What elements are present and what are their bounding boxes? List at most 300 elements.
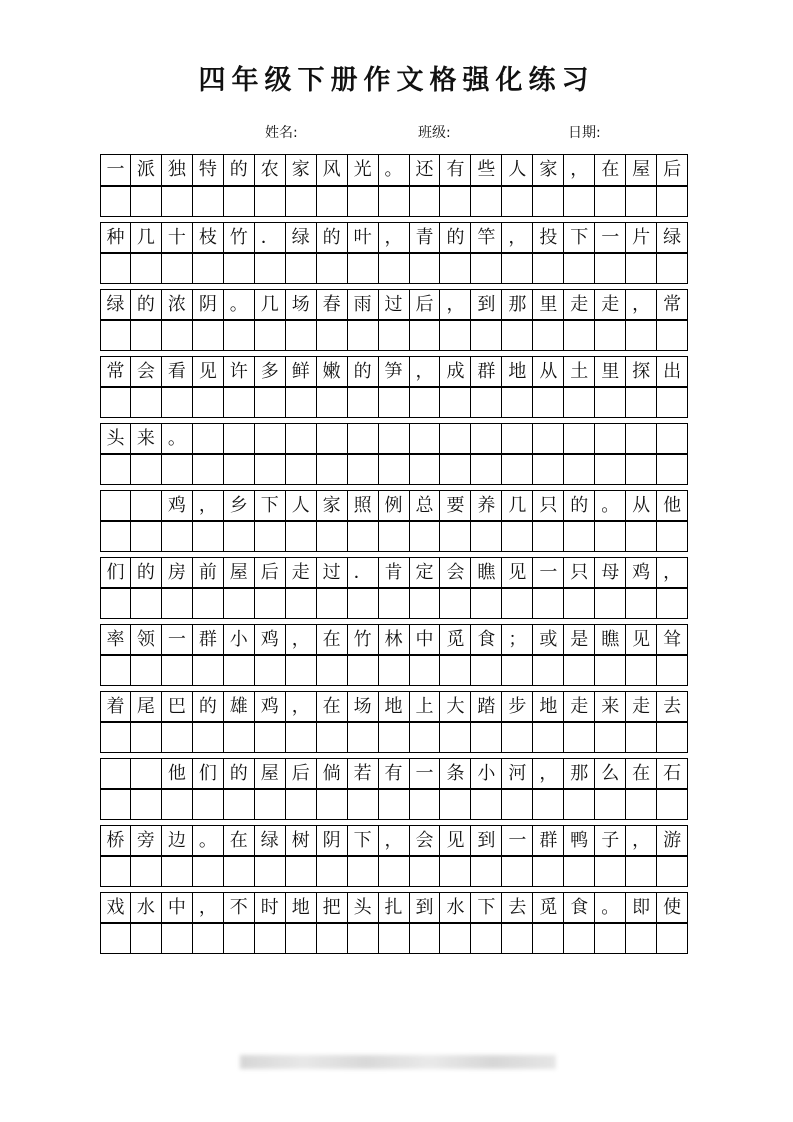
grid-cell-empty bbox=[440, 722, 471, 753]
grid-cell: 场 bbox=[348, 691, 379, 722]
grid-cell: 去 bbox=[657, 691, 688, 722]
grid-cell: 河 bbox=[502, 758, 533, 789]
grid-cell-empty bbox=[564, 856, 595, 887]
grid-cell-empty bbox=[379, 722, 410, 753]
grid-cell: ， bbox=[657, 557, 688, 588]
grid-cell-empty bbox=[440, 521, 471, 552]
grid-cell-empty bbox=[224, 454, 255, 485]
grid-cell-empty bbox=[564, 186, 595, 217]
grid-empty-row bbox=[100, 655, 688, 686]
grid-cell-empty bbox=[317, 454, 348, 485]
grid-cell-empty bbox=[255, 454, 286, 485]
grid-cell-empty bbox=[379, 521, 410, 552]
grid-cell-empty bbox=[193, 521, 224, 552]
grid-cell-empty bbox=[162, 856, 193, 887]
grid-cell: 会 bbox=[410, 825, 441, 856]
grid-cell: 来 bbox=[595, 691, 626, 722]
grid-text-row bbox=[100, 423, 688, 454]
grid-cell: 去 bbox=[502, 892, 533, 923]
grid-cell: 风 bbox=[317, 155, 348, 186]
grid-cell-empty bbox=[286, 454, 317, 485]
grid-cell-empty bbox=[286, 856, 317, 887]
grid-cell bbox=[255, 423, 286, 454]
grid-cell-empty bbox=[440, 186, 471, 217]
grid-cell-empty bbox=[502, 186, 533, 217]
grid-cell: 叶 bbox=[348, 222, 379, 253]
grid-empty-row bbox=[100, 588, 688, 619]
grid-cell-empty bbox=[286, 387, 317, 418]
grid-empty-row bbox=[100, 789, 688, 820]
grid-cell-empty bbox=[379, 588, 410, 619]
grid-cell-empty bbox=[533, 722, 564, 753]
grid-cell: 过 bbox=[379, 289, 410, 320]
grid-cell-empty bbox=[595, 856, 626, 887]
grid-cell-empty bbox=[626, 521, 657, 552]
grid-cell-empty bbox=[317, 320, 348, 351]
grid-cell: 些 bbox=[471, 155, 502, 186]
grid-cell: ， bbox=[564, 155, 595, 186]
grid-cell-empty bbox=[255, 789, 286, 820]
grid-cell-empty bbox=[317, 655, 348, 686]
grid-cell: 鸡 bbox=[626, 557, 657, 588]
grid-cell: 。 bbox=[162, 423, 193, 454]
grid-cell bbox=[533, 423, 564, 454]
grid-cell-empty bbox=[100, 186, 131, 217]
grid-cell-empty bbox=[193, 856, 224, 887]
grid-cell-empty bbox=[379, 320, 410, 351]
grid-cell-empty bbox=[255, 923, 286, 954]
grid-cell-empty bbox=[224, 856, 255, 887]
grid-cell-empty bbox=[348, 722, 379, 753]
grid-cell: 头 bbox=[100, 423, 131, 454]
grid-cell-empty bbox=[379, 655, 410, 686]
grid-cell: 小 bbox=[224, 624, 255, 655]
grid-cell: 群 bbox=[533, 825, 564, 856]
grid-cell: 从 bbox=[533, 356, 564, 387]
grid-text-row bbox=[100, 624, 688, 655]
grid-cell: ， bbox=[440, 289, 471, 320]
grid-cell-empty bbox=[131, 789, 162, 820]
grid-cell: 的 bbox=[224, 155, 255, 186]
grid-cell-empty bbox=[471, 320, 502, 351]
grid-cell-empty bbox=[348, 923, 379, 954]
grid-cell-empty bbox=[533, 655, 564, 686]
grid-cell: 肯 bbox=[379, 557, 410, 588]
grid-cell: 步 bbox=[502, 691, 533, 722]
grid-text-row bbox=[100, 490, 688, 521]
grid-cell-empty bbox=[286, 789, 317, 820]
grid-empty-row bbox=[100, 186, 688, 217]
grid-cell bbox=[131, 490, 162, 521]
grid-text-row bbox=[100, 825, 688, 856]
grid-cell: 鸡 bbox=[255, 624, 286, 655]
grid-cell-empty bbox=[440, 655, 471, 686]
grid-cell-empty bbox=[626, 387, 657, 418]
grid-cell bbox=[131, 758, 162, 789]
grid-cell-empty bbox=[131, 320, 162, 351]
grid-cell: 前 bbox=[193, 557, 224, 588]
grid-cell-empty bbox=[471, 655, 502, 686]
grid-cell: 竿 bbox=[471, 222, 502, 253]
grid-cell-empty bbox=[131, 521, 162, 552]
grid-empty-row bbox=[100, 521, 688, 552]
grid-cell-empty bbox=[131, 387, 162, 418]
grid-cell: 嫩 bbox=[317, 356, 348, 387]
grid-cell-empty bbox=[657, 521, 688, 552]
grid-cell-empty bbox=[657, 789, 688, 820]
grid-cell-empty bbox=[533, 320, 564, 351]
grid-cell: 阴 bbox=[317, 825, 348, 856]
grid-cell-empty bbox=[533, 253, 564, 284]
grid-cell-empty bbox=[626, 856, 657, 887]
grid-cell: 下 bbox=[255, 490, 286, 521]
grid-cell: 派 bbox=[131, 155, 162, 186]
grid-cell-empty bbox=[626, 454, 657, 485]
grid-cell: 后 bbox=[286, 758, 317, 789]
grid-cell-empty bbox=[317, 856, 348, 887]
grid-cell: 一 bbox=[595, 222, 626, 253]
grid-cell: 一 bbox=[502, 825, 533, 856]
grid-cell bbox=[317, 423, 348, 454]
grid-cell: 里 bbox=[595, 356, 626, 387]
grid-cell-empty bbox=[193, 722, 224, 753]
grid-cell: 。 bbox=[595, 892, 626, 923]
grid-cell: 水 bbox=[131, 892, 162, 923]
grid-cell-empty bbox=[410, 789, 441, 820]
grid-cell: 条 bbox=[440, 758, 471, 789]
grid-cell: 。 bbox=[379, 155, 410, 186]
grid-cell-empty bbox=[410, 588, 441, 619]
grid-empty-row bbox=[100, 253, 688, 284]
grid-cell-empty bbox=[471, 253, 502, 284]
grid-cell: 小 bbox=[471, 758, 502, 789]
grid-cell: 春 bbox=[317, 289, 348, 320]
grid-cell-empty bbox=[255, 387, 286, 418]
grid-cell: 的 bbox=[131, 557, 162, 588]
grid-cell: 过 bbox=[317, 557, 348, 588]
writing-grid bbox=[100, 154, 688, 959]
grid-cell: 探 bbox=[626, 356, 657, 387]
grid-cell: 他 bbox=[162, 758, 193, 789]
grid-cell-empty bbox=[440, 454, 471, 485]
grid-cell-empty bbox=[224, 789, 255, 820]
grid-text-row bbox=[100, 154, 688, 186]
grid-cell-empty bbox=[657, 588, 688, 619]
grid-cell-empty bbox=[131, 655, 162, 686]
grid-cell-empty bbox=[471, 454, 502, 485]
grid-cell bbox=[657, 423, 688, 454]
grid-cell: 只 bbox=[564, 557, 595, 588]
grid-cell: 地 bbox=[286, 892, 317, 923]
grid-cell: 片 bbox=[626, 222, 657, 253]
grid-cell: 的 bbox=[317, 222, 348, 253]
grid-cell-empty bbox=[162, 789, 193, 820]
grid-cell: 踏 bbox=[471, 691, 502, 722]
grid-cell-empty bbox=[193, 320, 224, 351]
grid-cell-empty bbox=[100, 320, 131, 351]
grid-cell-empty bbox=[100, 253, 131, 284]
grid-cell: 地 bbox=[533, 691, 564, 722]
grid-cell-empty bbox=[657, 856, 688, 887]
grid-cell: 一 bbox=[162, 624, 193, 655]
grid-cell-empty bbox=[224, 923, 255, 954]
grid-cell-empty bbox=[193, 655, 224, 686]
grid-cell-empty bbox=[471, 186, 502, 217]
grid-cell-empty bbox=[379, 387, 410, 418]
grid-text-row bbox=[100, 289, 688, 320]
grid-cell-empty bbox=[379, 789, 410, 820]
grid-cell: 的 bbox=[348, 356, 379, 387]
grid-cell-empty bbox=[286, 253, 317, 284]
grid-cell: ． bbox=[255, 222, 286, 253]
grid-cell: 里 bbox=[533, 289, 564, 320]
grid-cell-empty bbox=[255, 253, 286, 284]
grid-cell-empty bbox=[502, 923, 533, 954]
grid-cell-empty bbox=[255, 722, 286, 753]
grid-cell-empty bbox=[657, 923, 688, 954]
grid-cell: 时 bbox=[255, 892, 286, 923]
grid-cell: 会 bbox=[131, 356, 162, 387]
grid-cell: 。 bbox=[595, 490, 626, 521]
grid-cell-empty bbox=[193, 789, 224, 820]
grid-cell: 出 bbox=[657, 356, 688, 387]
grid-cell: 边 bbox=[162, 825, 193, 856]
grid-cell-empty bbox=[440, 320, 471, 351]
grid-cell-empty bbox=[533, 856, 564, 887]
grid-cell-empty bbox=[440, 923, 471, 954]
grid-cell-empty bbox=[255, 186, 286, 217]
grid-cell-empty bbox=[131, 186, 162, 217]
grid-cell-empty bbox=[657, 655, 688, 686]
grid-empty-row bbox=[100, 387, 688, 418]
grid-cell: 子 bbox=[595, 825, 626, 856]
grid-cell-empty bbox=[471, 588, 502, 619]
grid-cell-empty bbox=[162, 320, 193, 351]
grid-cell-empty bbox=[626, 789, 657, 820]
grid-cell: 林 bbox=[379, 624, 410, 655]
grid-cell: 的 bbox=[564, 490, 595, 521]
grid-cell-empty bbox=[100, 387, 131, 418]
grid-cell: 到 bbox=[471, 825, 502, 856]
grid-cell-empty bbox=[224, 521, 255, 552]
grid-cell-empty bbox=[317, 387, 348, 418]
grid-cell-empty bbox=[626, 186, 657, 217]
grid-cell-empty bbox=[162, 722, 193, 753]
grid-cell: ， bbox=[626, 289, 657, 320]
grid-cell: 有 bbox=[379, 758, 410, 789]
grid-cell: 见 bbox=[193, 356, 224, 387]
grid-cell-empty bbox=[100, 521, 131, 552]
grid-cell-empty bbox=[286, 320, 317, 351]
grid-cell bbox=[348, 423, 379, 454]
grid-cell-empty bbox=[379, 186, 410, 217]
grid-cell-empty bbox=[317, 253, 348, 284]
grid-cell-empty bbox=[595, 186, 626, 217]
grid-cell: 觅 bbox=[440, 624, 471, 655]
grid-cell-empty bbox=[193, 253, 224, 284]
grid-cell bbox=[595, 423, 626, 454]
grid-cell-empty bbox=[348, 186, 379, 217]
grid-cell: 看 bbox=[162, 356, 193, 387]
grid-cell: 耸 bbox=[657, 624, 688, 655]
grid-cell: 成 bbox=[440, 356, 471, 387]
grid-cell: 鲜 bbox=[286, 356, 317, 387]
grid-cell-empty bbox=[162, 521, 193, 552]
grid-cell-empty bbox=[657, 722, 688, 753]
grid-cell: 。 bbox=[193, 825, 224, 856]
grid-cell-empty bbox=[471, 923, 502, 954]
grid-cell-empty bbox=[348, 454, 379, 485]
grid-cell-empty bbox=[131, 454, 162, 485]
grid-cell-empty bbox=[255, 521, 286, 552]
grid-cell-empty bbox=[502, 387, 533, 418]
grid-cell: 上 bbox=[410, 691, 441, 722]
grid-cell bbox=[440, 423, 471, 454]
grid-cell: 走 bbox=[626, 691, 657, 722]
grid-cell: 瞧 bbox=[471, 557, 502, 588]
grid-cell: 雄 bbox=[224, 691, 255, 722]
grid-cell: 的 bbox=[193, 691, 224, 722]
grid-empty-row bbox=[100, 454, 688, 485]
grid-cell-empty bbox=[626, 655, 657, 686]
grid-cell: 投 bbox=[533, 222, 564, 253]
grid-cell-empty bbox=[410, 521, 441, 552]
grid-cell-empty bbox=[502, 588, 533, 619]
grid-cell: 是 bbox=[564, 624, 595, 655]
grid-cell-empty bbox=[595, 655, 626, 686]
grid-cell: 在 bbox=[224, 825, 255, 856]
grid-cell-empty bbox=[255, 588, 286, 619]
grid-cell: 觅 bbox=[533, 892, 564, 923]
grid-cell-empty bbox=[595, 521, 626, 552]
grid-cell: 瞧 bbox=[595, 624, 626, 655]
grid-cell: 一 bbox=[410, 758, 441, 789]
grid-cell: 倘 bbox=[317, 758, 348, 789]
grid-cell: 见 bbox=[440, 825, 471, 856]
grid-cell-empty bbox=[410, 722, 441, 753]
grid-cell: 家 bbox=[533, 155, 564, 186]
grid-cell-empty bbox=[595, 387, 626, 418]
grid-cell bbox=[502, 423, 533, 454]
grid-cell: ， bbox=[502, 222, 533, 253]
grid-cell: ， bbox=[193, 892, 224, 923]
grid-cell: 来 bbox=[131, 423, 162, 454]
grid-cell-empty bbox=[317, 789, 348, 820]
grid-cell-empty bbox=[162, 186, 193, 217]
grid-cell-empty bbox=[410, 253, 441, 284]
grid-cell: 的 bbox=[440, 222, 471, 253]
grid-cell bbox=[100, 490, 131, 521]
grid-cell: 走 bbox=[564, 691, 595, 722]
grid-cell-empty bbox=[162, 454, 193, 485]
grid-cell-empty bbox=[348, 588, 379, 619]
grid-cell: 绿 bbox=[286, 222, 317, 253]
grid-cell: 在 bbox=[317, 624, 348, 655]
grid-cell: 食 bbox=[564, 892, 595, 923]
grid-cell-empty bbox=[502, 320, 533, 351]
grid-cell bbox=[224, 423, 255, 454]
grid-cell-empty bbox=[595, 789, 626, 820]
grid-empty-row bbox=[100, 856, 688, 887]
grid-cell: 光 bbox=[348, 155, 379, 186]
grid-cell-empty bbox=[410, 923, 441, 954]
grid-cell-empty bbox=[440, 856, 471, 887]
grid-cell-empty bbox=[595, 454, 626, 485]
grid-cell: 下 bbox=[348, 825, 379, 856]
grid-cell-empty bbox=[440, 253, 471, 284]
grid-cell: 在 bbox=[595, 155, 626, 186]
grid-cell: 定 bbox=[410, 557, 441, 588]
name-label: 姓名: bbox=[265, 125, 298, 141]
grid-cell: 那 bbox=[502, 289, 533, 320]
grid-cell: ， bbox=[379, 222, 410, 253]
grid-cell-empty bbox=[471, 789, 502, 820]
grid-cell: 巴 bbox=[162, 691, 193, 722]
grid-cell bbox=[286, 423, 317, 454]
grid-cell: 绿 bbox=[657, 222, 688, 253]
grid-cell-empty bbox=[348, 789, 379, 820]
grid-cell: 下 bbox=[471, 892, 502, 923]
grid-cell bbox=[410, 423, 441, 454]
grid-cell-empty bbox=[131, 856, 162, 887]
grid-cell-empty bbox=[502, 789, 533, 820]
grid-cell: 后 bbox=[657, 155, 688, 186]
grid-cell bbox=[100, 758, 131, 789]
grid-text-row bbox=[100, 222, 688, 253]
grid-cell: 常 bbox=[657, 289, 688, 320]
grid-cell-empty bbox=[100, 856, 131, 887]
grid-cell bbox=[193, 423, 224, 454]
grid-cell-empty bbox=[533, 923, 564, 954]
grid-cell-empty bbox=[502, 521, 533, 552]
grid-cell: 枝 bbox=[193, 222, 224, 253]
grid-cell: 食 bbox=[471, 624, 502, 655]
grid-cell-empty bbox=[440, 789, 471, 820]
grid-text-row bbox=[100, 356, 688, 387]
grid-cell-empty bbox=[564, 454, 595, 485]
grid-cell-empty bbox=[440, 588, 471, 619]
grid-cell: 桥 bbox=[100, 825, 131, 856]
grid-cell: 一 bbox=[533, 557, 564, 588]
grid-cell-empty bbox=[193, 186, 224, 217]
grid-cell: 竹 bbox=[224, 222, 255, 253]
grid-cell: 屋 bbox=[255, 758, 286, 789]
grid-cell-empty bbox=[564, 722, 595, 753]
grid-cell-empty bbox=[533, 387, 564, 418]
grid-cell: 只 bbox=[533, 490, 564, 521]
grid-cell: ， bbox=[626, 825, 657, 856]
grid-cell: 会 bbox=[440, 557, 471, 588]
grid-cell bbox=[471, 423, 502, 454]
grid-cell: 下 bbox=[564, 222, 595, 253]
grid-cell: ， bbox=[286, 691, 317, 722]
grid-cell: 浓 bbox=[162, 289, 193, 320]
grid-cell: 例 bbox=[379, 490, 410, 521]
grid-cell-empty bbox=[471, 722, 502, 753]
grid-cell-empty bbox=[502, 856, 533, 887]
grid-cell: 鸡 bbox=[255, 691, 286, 722]
grid-cell: 见 bbox=[626, 624, 657, 655]
grid-cell-empty bbox=[626, 320, 657, 351]
grid-cell: 有 bbox=[440, 155, 471, 186]
grid-cell: 鸡 bbox=[162, 490, 193, 521]
grid-cell: 种 bbox=[100, 222, 131, 253]
grid-cell: ． bbox=[348, 557, 379, 588]
grid-cell-empty bbox=[193, 454, 224, 485]
grid-cell: 土 bbox=[564, 356, 595, 387]
grid-cell: 到 bbox=[471, 289, 502, 320]
grid-cell: ； bbox=[502, 624, 533, 655]
